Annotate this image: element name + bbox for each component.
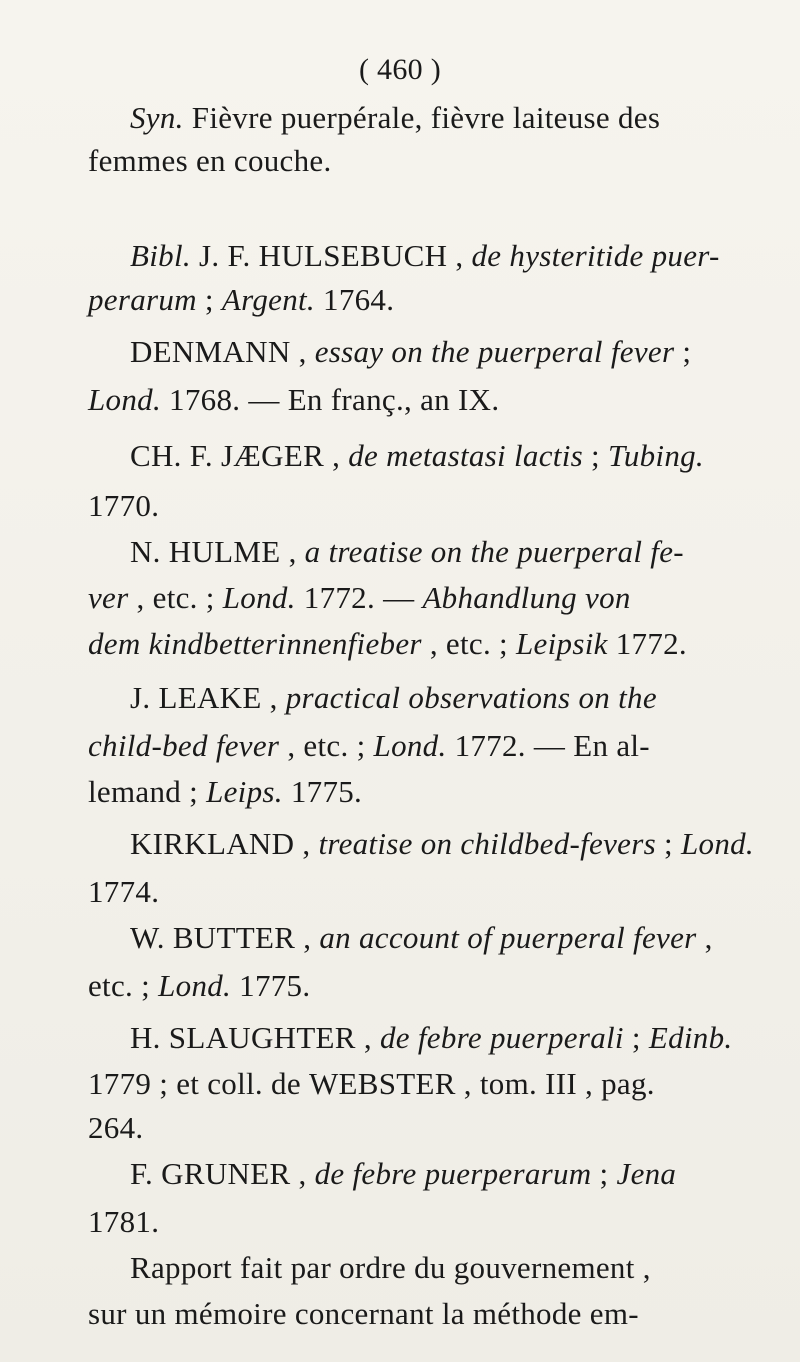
separator: , etc. ; xyxy=(279,728,374,763)
bibl-entry-gruner-line-1 xyxy=(130,1154,760,1194)
work-title: de hysteritide puer- xyxy=(471,238,720,273)
work-title: ver xyxy=(88,580,129,615)
year-and-translation: 1768. — En franç., an IX. xyxy=(161,382,500,417)
bibl-entry-hulme-line-3 xyxy=(88,624,760,664)
separator: etc. ; xyxy=(88,968,159,1003)
bibl-entry-jaeger-line-2: 1770. xyxy=(88,488,160,523)
separator: , xyxy=(447,238,472,273)
separator: , etc. ; xyxy=(128,580,223,615)
bibl-entry-kirkland-line-2: 1774. xyxy=(88,874,160,909)
author-initials: H. xyxy=(130,1020,169,1055)
bibl-entry-rapport-line-1: Rapport fait par ordre du gouvernement , xyxy=(130,1250,651,1285)
separator: , xyxy=(355,1020,380,1055)
author-initials: F. xyxy=(130,1156,162,1191)
bibl-entry-kirkland-line-1 xyxy=(130,824,760,864)
bibl-entry-hulme-line-2 xyxy=(88,578,760,618)
volume-page: , tom. III , pag. xyxy=(455,1066,655,1101)
author-name: GRUNER xyxy=(161,1156,291,1191)
bibl-entry-jaeger-line-1 xyxy=(130,436,760,476)
bibl-entry-hulme-line-1 xyxy=(130,532,760,572)
synonyms-line-1 xyxy=(130,98,760,138)
author-name: JÆGER xyxy=(220,438,325,473)
separator: , xyxy=(295,920,320,955)
author-name: KIRKLAND xyxy=(130,826,295,861)
separator: , xyxy=(696,920,713,955)
separator: , xyxy=(261,680,286,715)
page-number: ( 460 ) xyxy=(358,53,442,86)
bibl-entry-butter-line-2 xyxy=(88,966,760,1006)
place: Jena xyxy=(616,1156,677,1191)
separator: , xyxy=(290,1156,315,1191)
separator: ; xyxy=(674,334,692,369)
bibl-entry-gruner-line-2: 1781. xyxy=(88,1204,160,1239)
place: Edinb. xyxy=(648,1020,733,1055)
place: Lond. xyxy=(88,382,161,417)
bibl-entry-leake-line-2 xyxy=(88,726,760,766)
translation-language: lemand ; xyxy=(88,774,207,809)
place: Lond. xyxy=(158,968,232,1003)
work-title: Abhandlung von xyxy=(422,580,631,615)
work-title: practical observations on the xyxy=(285,680,657,715)
work-title: essay on the puerperal fever xyxy=(314,334,675,369)
synonyms-line-2: femmes en couche. xyxy=(88,143,332,178)
author-name: HULME xyxy=(168,534,281,569)
separator: , xyxy=(290,334,315,369)
separator: , xyxy=(294,826,319,861)
year: 1772. xyxy=(607,626,687,661)
syn-text: Fièvre puerpérale, fièvre laiteuse des xyxy=(191,100,661,135)
place: Leipsik xyxy=(516,626,608,661)
place: Argent. xyxy=(221,282,315,317)
bibl-entry-denmann-line-1 xyxy=(130,332,760,372)
bibl-entry-rapport-line-2: sur un mémoire concernant la méthode em- xyxy=(88,1296,639,1331)
bibl-entry-leake-line-3 xyxy=(88,772,760,812)
work-title: child-bed fever xyxy=(88,728,280,763)
separator: ; xyxy=(196,282,222,317)
bibl-entry-slaughter-line-1 xyxy=(130,1018,760,1058)
work-title: dem kindbetterinnenfieber xyxy=(88,626,422,661)
work-title: de febre puerperali xyxy=(379,1020,624,1055)
separator: ; xyxy=(591,1156,617,1191)
bibl-entry-slaughter-line-2 xyxy=(88,1064,760,1104)
bibl-entry-butter-line-1 xyxy=(130,918,760,958)
work-title: an account of puerperal fever xyxy=(319,920,697,955)
year-and-translation: 1772. — En al- xyxy=(446,728,650,763)
bibl-entry-leake-line-1 xyxy=(130,678,760,718)
bibl-entry-hulsebuch-line-2 xyxy=(88,280,760,320)
author-initials: N. xyxy=(130,534,169,569)
author-name: BUTTER xyxy=(172,920,296,955)
separator: ; xyxy=(582,438,608,473)
author-name: HULSEBUCH xyxy=(258,238,448,273)
year: 1772. — xyxy=(295,580,423,615)
author-initials: CH. F. xyxy=(130,438,221,473)
work-title: de metastasi lactis xyxy=(348,438,583,473)
place: Lond. xyxy=(680,826,754,861)
separator: ; xyxy=(623,1020,649,1055)
year: 1775. xyxy=(231,968,311,1003)
author-name: SLAUGHTER xyxy=(168,1020,356,1055)
place: Lond. xyxy=(222,580,296,615)
bibl-label: Bibl. xyxy=(130,238,191,273)
work-title: a treatise on the puerperal fe- xyxy=(304,534,684,569)
author-initials: J. xyxy=(130,680,159,715)
separator: , etc. ; xyxy=(421,626,517,661)
author-name: DENMANN xyxy=(130,334,291,369)
place: Lond. xyxy=(373,728,447,763)
work-title: treatise on childbed-fevers xyxy=(318,826,656,861)
author-initials: J. F. xyxy=(198,238,259,273)
year-and-collection: 1779 ; et coll. de xyxy=(88,1066,309,1101)
place: Leips. xyxy=(206,774,283,809)
work-title: de febre puerperarum xyxy=(314,1156,592,1191)
work-title: perarum xyxy=(88,282,197,317)
bibl-entry-slaughter-line-3: 264. xyxy=(88,1110,144,1145)
separator: , xyxy=(324,438,349,473)
year: 1764. xyxy=(314,282,395,317)
editor-name: WEBSTER xyxy=(308,1066,456,1101)
place: Tubing. xyxy=(607,438,704,473)
bibl-entry-hulsebuch-line-1 xyxy=(130,236,760,276)
bibl-entry-denmann-line-2 xyxy=(88,380,760,420)
syn-label: Syn. xyxy=(130,100,184,135)
author-initials: W. xyxy=(130,920,173,955)
separator: , xyxy=(280,534,305,569)
separator: ; xyxy=(655,826,681,861)
author-name: LEAKE xyxy=(158,680,262,715)
year: 1775. xyxy=(282,774,363,809)
